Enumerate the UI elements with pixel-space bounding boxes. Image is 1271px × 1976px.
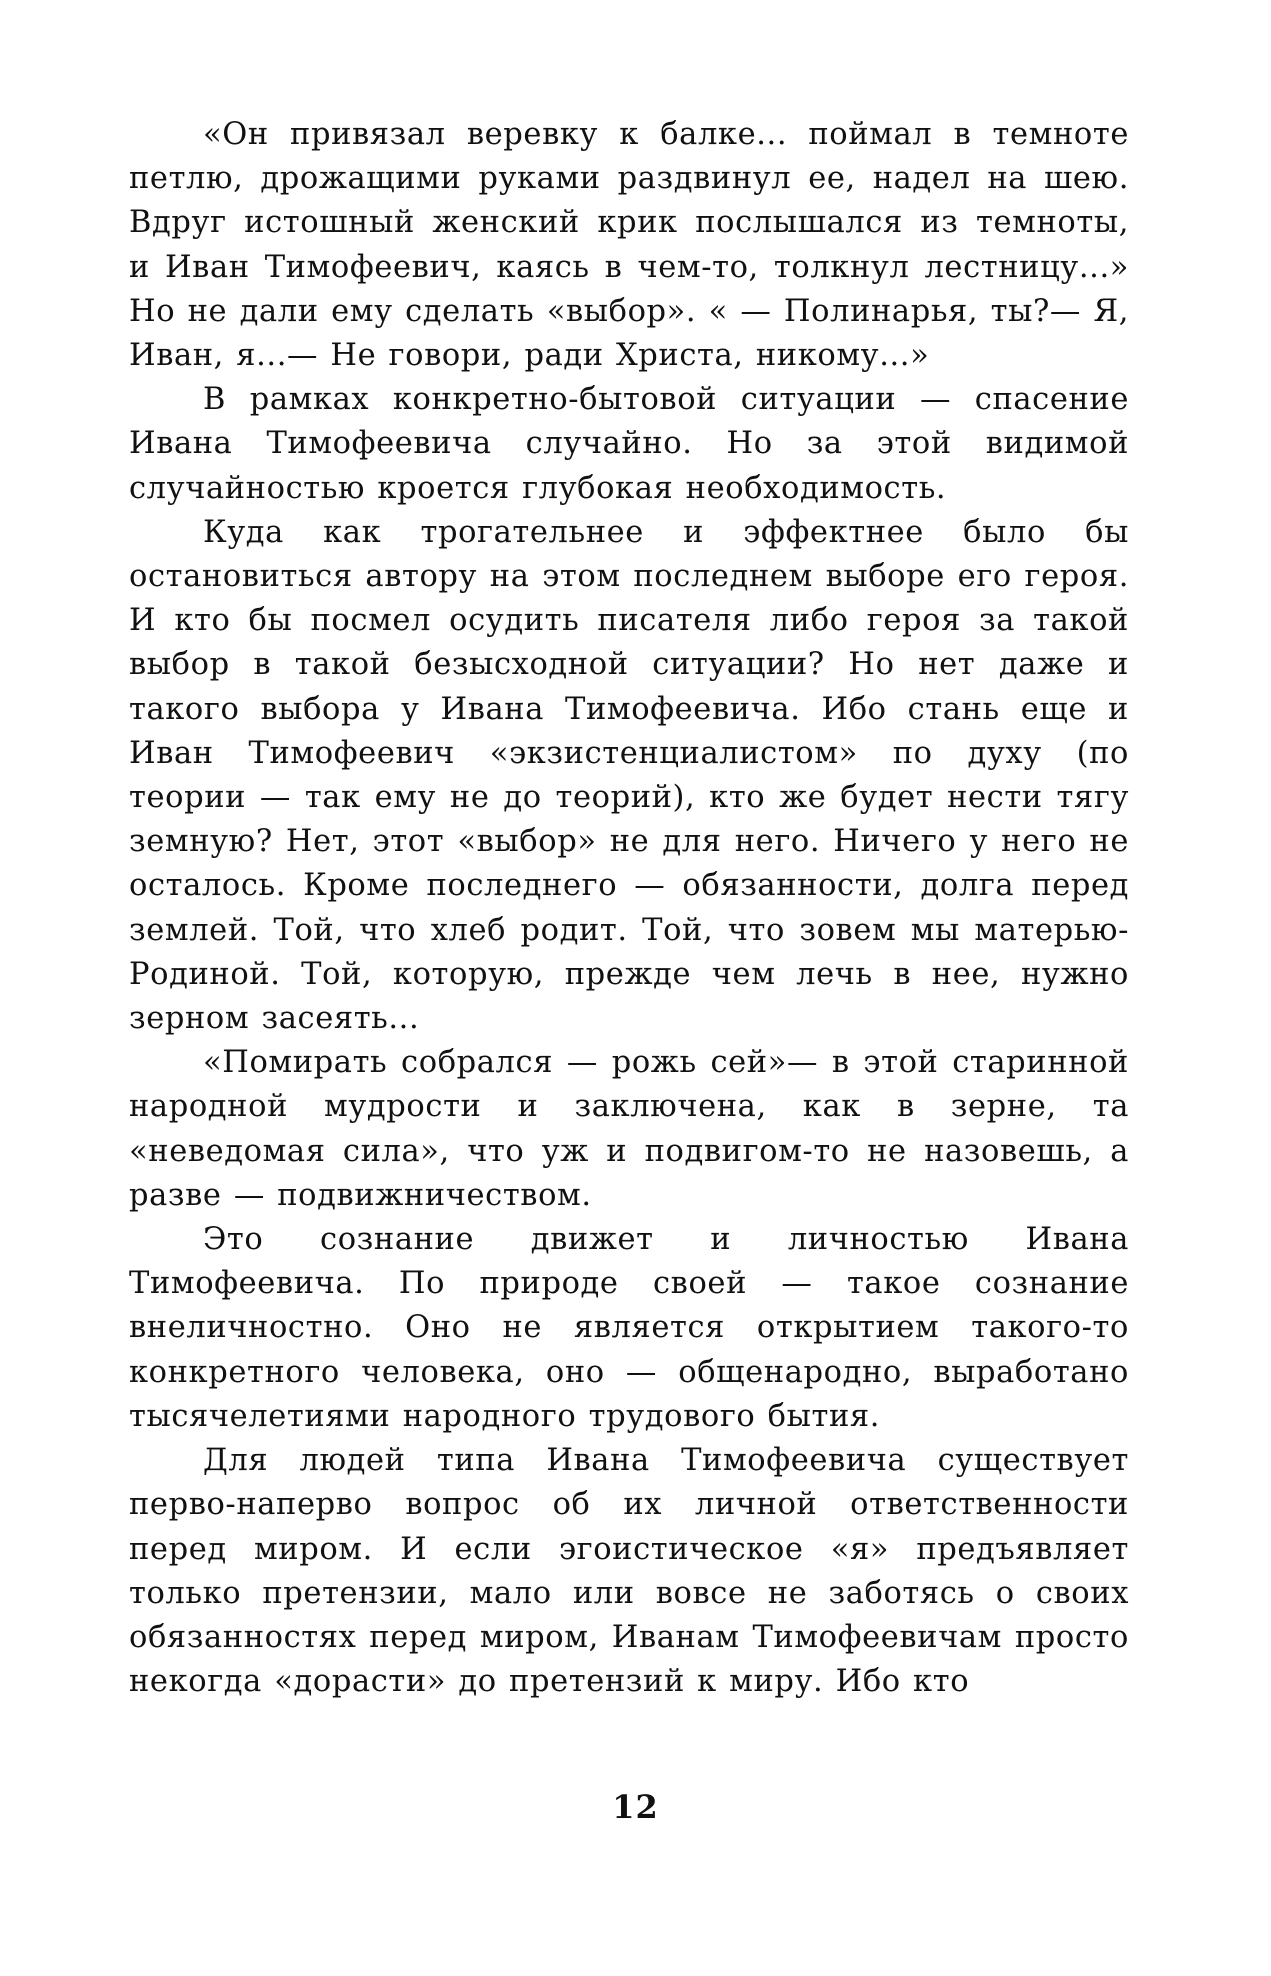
paragraph-5: Это сознание движет и личностью Ивана Тимофеевича. По природе своей — такое сознание внеличностно. Оно не является открытием такого-то конкретного человека, оно — общенародно, выработано тысячелетиями народного трудового бытия. — [129, 1222, 1129, 1434]
paragraph-2: В рамках конкретно-бытовой ситуации — спасение Ивана Тимофеевича случайно. Но за этой видимой случайностью кроется глубокая необходимость. — [129, 382, 1129, 506]
paragraph-4: «Помирать собрался — рожь сей»— в этой старинной народной мудрости и заключена, как в зерне, та «неведомая сила», что уж и подвигом-то не назовешь, а разве — подвижничеством. — [129, 1045, 1129, 1213]
paragraph-1: «Он привязал веревку к балке... поймал в темноте петлю, дрожащими руками раздвинул ее, надел на шею. Вдруг истошный женский крик послышался из темноты, и Иван Тимофеевич, каясь в чем-то, толкнул лестницу...» Но не дали ему сделать «выбор». « — Полинарья, ты?— Я, Иван, я...— Не говори, ради Христа, никому...» — [129, 117, 1129, 374]
page-number: 12 — [612, 1788, 659, 1826]
paragraph-6: Для людей типа Ивана Тимофеевича существует перво-наперво вопрос об их личной ответственности перед миром. И если эгоистическое «я» предъявляет только претензии, мало или вовсе не заботясь о своих обязанностях перед миром, Иванам Тимофеевичам просто некогда «дорасти» до претензий к миру. Ибо кто — [129, 1443, 1129, 1700]
body-text — [129, 113, 1129, 1704]
paragraph-3: Куда как трогательнее и эффектнее было бы остановиться автору на этом последнем выборе его героя. И кто бы посмел осудить писателя либо героя за такой выбор в такой безысходной ситуации? Но нет даже и такого выбора у Ивана Тимофеевича. Ибо стань еще и Иван Тимофеевич «экзистенциалистом» по духу (по теории — так ему не до теорий), кто же будет нести тягу земную? Нет, этот «выбор» не для него. Ничего у него не осталось. Кроме последнего — обязанности, долга перед землей. Той, что хлеб родит. Той, что зовем мы матерью-Родиной. Той, которую, прежде чем лечь в нее, нужно зерном засеять... — [129, 514, 1129, 1037]
